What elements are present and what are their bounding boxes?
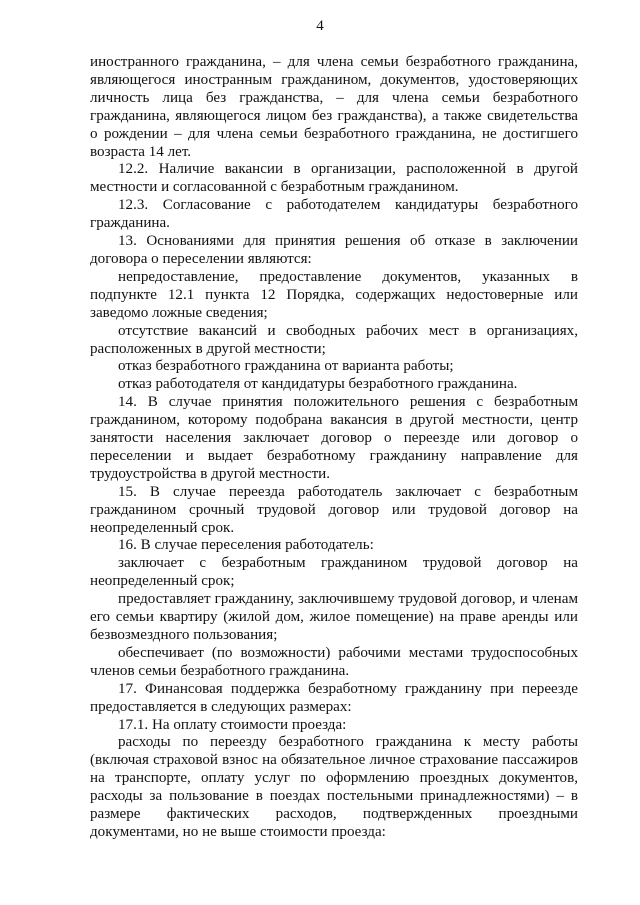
paragraph: непредоставление, предоставление документов, указанных в подпункте 12.1 пункта 12 Порядка, содержащих недостоверные или заведомо ложные сведения; xyxy=(90,268,578,321)
paragraph: 13. Основаниями для принятия решения об отказе в заключении договора о переселении являются: xyxy=(90,233,578,267)
paragraph: заключает с безработным гражданином трудовой договор на неопределенный срок; xyxy=(90,555,578,590)
paragraph: 15. В случае переезда работодатель заключает с безработным гражданином срочный трудовой договор или трудовой договор на неопределенный срок. xyxy=(90,483,578,536)
paragraph: 12.2. Наличие вакансии в организации, расположенной в другой местности и согласованной с безработным гражданином. xyxy=(90,161,578,196)
paragraph: 17. Финансовая поддержка безработному гражданину при переезде предоставляется в следующих размерах: xyxy=(90,680,578,715)
paragraph: 14. В случае принятия положительного решения с безработным гражданином, которому подобрана вакансия в другой местности, центр занятости населения заключает договор о переезде или договор о переселении и выдает безработному гражданину направление для трудоустройства в другой местности. xyxy=(90,394,578,482)
paragraph: предоставляет гражданину, заключившему трудовой договор, и членам его семьи квартиру (жилой дом, жилое помещение) на праве аренды или безвозмездного пользования; xyxy=(90,591,578,643)
paragraph: отказ безработного гражданина от варианта работы; xyxy=(118,358,454,375)
paragraph: 12.3. Согласование с работодателем кандидатуры безработного гражданина. xyxy=(90,197,578,232)
paragraph: 16. В случае переселения работодатель: xyxy=(118,537,374,554)
paragraph: 17.1. На оплату стоимости проезда: xyxy=(118,716,347,733)
document-body xyxy=(90,54,578,842)
paragraph: отсутствие вакансий и свободных рабочих мест в организациях, расположенных в другой местности; xyxy=(90,322,578,357)
paragraph: обеспечивает (по возможности) рабочими местами трудоспособных членов семьи безработного гражданина. xyxy=(90,644,578,679)
paragraph: отказ работодателя от кандидатуры безработного гражданина. xyxy=(118,376,518,393)
page-number: 4 xyxy=(316,18,324,34)
paragraph: иностранного гражданина, – для члена семьи безработного гражданина, являющегося иностранным гражданином, документов, удостоверяющих личность лица без гражданства, – для члена семьи безработного гражданина, являющегося лицом без гражданства), а также свидетельства о рождении – для члена семьи безработного гражданина, не достигшего возраста 14 лет. xyxy=(90,54,578,160)
paragraph: расходы по переезду безработного гражданина к месту работы (включая страховой взнос на обязательное личное страхование пассажиров на транспорте, оплату услуг по оформлению проездных документов, расходы за пользование в поездах постельными принадлежностями) – в размере фактических расходов, подтвержденных проездными документами, но не выше стоимости проезда: xyxy=(90,734,578,840)
